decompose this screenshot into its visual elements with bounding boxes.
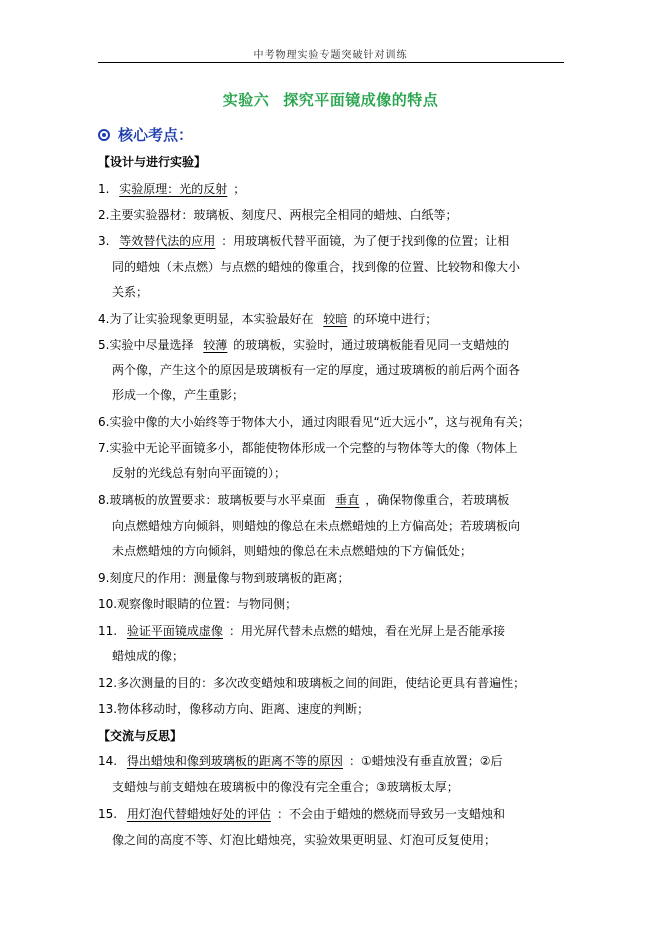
answer-blank: 得出蜡烛和像到玻璃板的距离不等的原因 [126, 754, 343, 768]
item-3-line-2: 同的蜡烛（未点燃）与点燃的蜡烛的像重合，找到像的位置、比较物和像大小 [112, 260, 521, 274]
title-part-1: 实验六 [222, 91, 270, 109]
answer-blank: 验证平面镜成虚像 [126, 624, 223, 638]
item-15-line-2: 像之间的高度不等、灯泡比蜡烛亮，实验效果更明显、灯泡可反复使用； [112, 833, 497, 847]
core-points-heading [98, 124, 193, 145]
item-5: 5.实验中尽量选择 较薄 的玻璃板，实验时，通过玻璃板能看见同一支蜡烛的 [98, 338, 510, 352]
item-8-line-3: 未点燃蜡烛的方向倾斜，则蜡烛的像总在未点燃蜡烛的下方偏低处； [112, 544, 473, 558]
answer-blank: 垂直 [335, 493, 360, 507]
title-part-2: 探究平面镜成像的特点 [283, 91, 439, 109]
item-3-line-3: 关系； [112, 285, 149, 299]
item-3: 3. 等效替代法的应用 ：用玻璃板代替平面镜，为了便于找到像的位置；让相 [98, 234, 510, 248]
item-7: 7.实验中无论平面镜多小，都能使物体形成一个完整的与物体等大的像（物体上 [98, 441, 518, 455]
section-design: 【设计与进行实验】 [98, 155, 207, 169]
header-divider [98, 62, 564, 63]
item-4: 4.为了让实验现象更明显，本实验最好在 较暗 的环境中进行； [98, 312, 438, 326]
item-13: 13.物体移动时，像移动方向、距离、速度的判断； [98, 702, 370, 716]
item-7-line-2: 反射的光线总有射向平面镜的）； [112, 466, 287, 480]
answer-blank: 较薄 [203, 338, 228, 352]
item-14-line-2: 支蜡烛与前支蜡烛在玻璃板中的像没有完全重合；③玻璃板太厚； [112, 780, 459, 794]
item-12: 12.多次测量的目的：多次改变蜡烛和玻璃板之间的间距，使结论更具有普遍性； [98, 676, 526, 690]
item-8: 8.玻璃板的放置要求：玻璃板要与水平桌面 垂直 ，确保物像重合，若玻璃板 [98, 493, 510, 507]
section-exchange: 【交流与反思】 [98, 729, 183, 743]
running-header: 中考物理实验专题突破针对训练 [253, 50, 408, 61]
item-11: 11. 验证平面镜成虚像 ：用光屏代替未点燃的蜡烛，看在光屏上是否能承接 [98, 624, 505, 638]
answer-blank: 较暗 [323, 312, 348, 326]
item-5-line-3: 形成一个像，产生重影； [112, 388, 245, 402]
target-bullet-icon [98, 129, 110, 141]
item-5-line-2: 两个像，产生这个的原因是玻璃板有一定的厚度，通过玻璃板的前后两个面各 [112, 363, 521, 377]
item-2: 2.主要实验器材：玻璃板、刻度尺、两根完全相同的蜡烛、白纸等； [98, 208, 458, 222]
item-6: 6.实验中像的大小始终等于物体大小，通过肉眼看见“近大远小”，这与视角有关； [98, 415, 530, 429]
item-9: 9.刻度尺的作用：测量像与物到玻璃板的距离； [98, 571, 350, 585]
page-title [0, 89, 661, 110]
item-11-line-2: 蜡烛成的像； [112, 649, 185, 663]
item-14: 14. 得出蜡烛和像到玻璃板的距离不等的原因 ：①蜡烛没有垂直放置；②后 [98, 754, 503, 768]
answer-blank: 用灯泡代替蜡烛好处的评估 [126, 807, 271, 821]
item-1: 1. 实验原理：光的反射 ； [98, 182, 246, 196]
answer-blank: 等效替代法的应用 [119, 234, 216, 248]
item-15: 15. 用灯泡代替蜡烛好处的评估 ：不会由于蜡烛的燃烧而导致另一支蜡烛和 [98, 807, 505, 821]
core-points-label: 核心考点： [118, 126, 194, 144]
item-8-line-2: 向点燃蜡烛方向倾斜，则蜡烛的像总在未点燃蜡烛的上方偏高处；若玻璃板向 [112, 519, 521, 533]
answer-blank: 实验原理：光的反射 [119, 182, 228, 196]
item-10: 10.观察像时眼睛的位置：与物同侧； [98, 597, 298, 611]
